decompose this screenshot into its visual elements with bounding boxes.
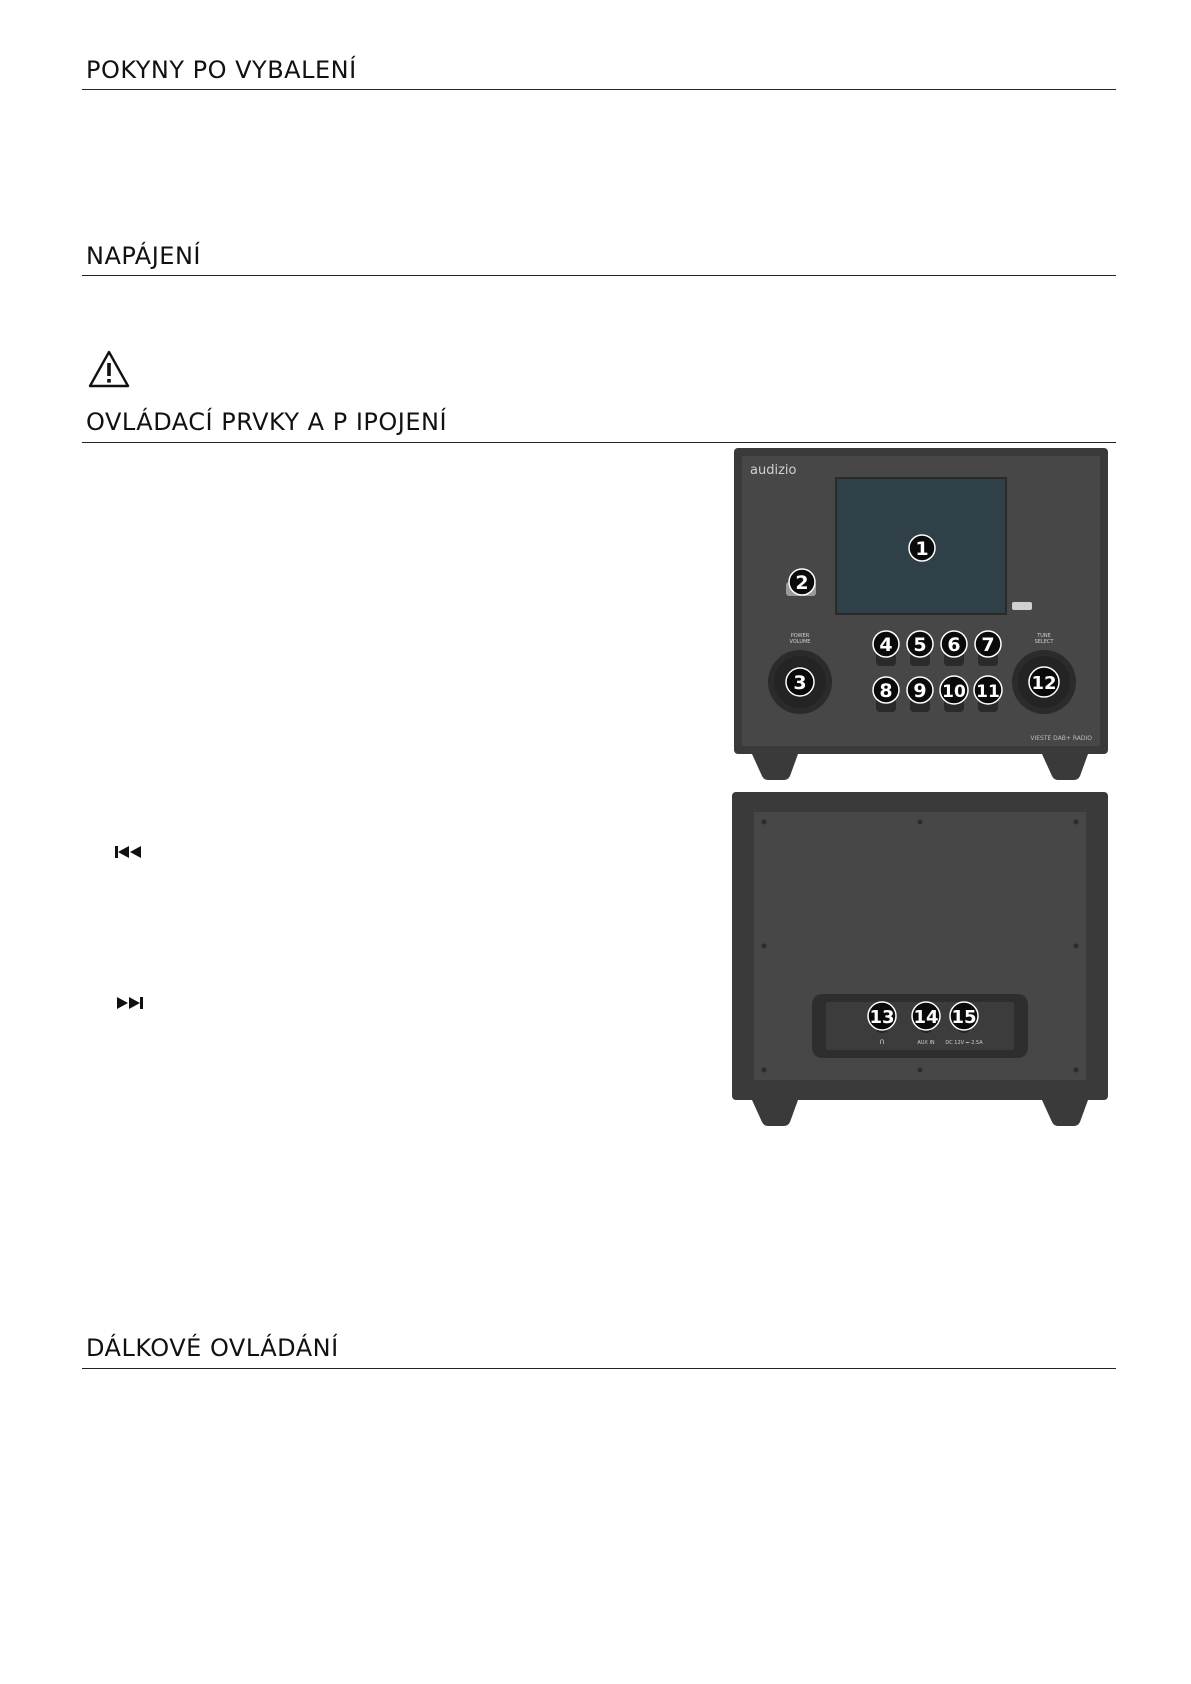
dab-logo <box>1012 602 1032 610</box>
svg-text:3: 3 <box>793 672 807 694</box>
svg-text:12: 12 <box>1031 673 1057 694</box>
section-title-remote: DÁLKOVÉ OVLÁDÁNÍ <box>86 1334 339 1362</box>
svg-text:13: 13 <box>869 1007 895 1028</box>
select-label: SELECT <box>1034 639 1054 645</box>
volume-label: VOLUME <box>789 639 811 645</box>
callout-11 <box>974 676 1002 704</box>
section-divider <box>82 275 1116 276</box>
svg-text:1: 1 <box>915 538 929 560</box>
headphone-label: ∩ <box>879 1037 885 1046</box>
rear-panel-illustration <box>730 790 1110 1130</box>
section-title-unpacking: POKYNY PO VYBALENÍ <box>86 56 357 84</box>
section-divider <box>82 442 1116 443</box>
callout-7 <box>975 631 1001 657</box>
callout-2 <box>789 569 815 595</box>
svg-text:14: 14 <box>913 1007 939 1028</box>
skip-previous-icon <box>114 844 144 860</box>
callout-1 <box>909 535 935 561</box>
device-foot <box>1042 1100 1088 1126</box>
device-foot <box>752 1100 798 1126</box>
tune-label: TUNE <box>1037 633 1051 639</box>
callout-10 <box>940 676 968 704</box>
section-divider <box>82 1368 1116 1369</box>
warning-triangle-icon <box>88 350 130 388</box>
section-title-controls: OVLÁDACÍ PRVKY A P IPOJENÍ <box>86 408 448 436</box>
svg-text:7: 7 <box>981 634 995 656</box>
svg-text:2: 2 <box>795 572 809 594</box>
svg-text:11: 11 <box>976 682 1000 702</box>
svg-text:9: 9 <box>913 680 927 702</box>
power-label: POWER <box>790 633 810 639</box>
section-title-power: NAPÁJENÍ <box>86 242 201 270</box>
callout-15 <box>950 1002 978 1030</box>
skip-next-icon <box>114 995 144 1011</box>
callout-8 <box>873 677 899 703</box>
callout-14 <box>912 1002 940 1030</box>
svg-text:8: 8 <box>879 680 893 702</box>
device-foot <box>1042 754 1088 780</box>
svg-text:10: 10 <box>942 682 966 702</box>
aux-label: AUX IN <box>917 1040 935 1046</box>
brand-logo: audizio <box>750 463 797 478</box>
callout-4 <box>873 631 899 657</box>
callout-6 <box>941 631 967 657</box>
model-label: VIESTE DAB+ RADIO <box>1030 735 1092 742</box>
callout-12 <box>1029 667 1059 697</box>
svg-text:4: 4 <box>879 634 893 656</box>
svg-text:5: 5 <box>913 634 927 656</box>
callout-13 <box>868 1002 896 1030</box>
callout-9 <box>907 677 933 703</box>
callout-5 <box>907 631 933 657</box>
dc-label: DC 12V ⎓ 2.5A <box>945 1040 983 1046</box>
svg-text:6: 6 <box>947 634 961 656</box>
front-panel-illustration <box>730 446 1110 782</box>
section-divider <box>82 89 1116 90</box>
svg-text:15: 15 <box>951 1007 977 1028</box>
callout-3 <box>786 668 814 696</box>
device-foot <box>752 754 798 780</box>
